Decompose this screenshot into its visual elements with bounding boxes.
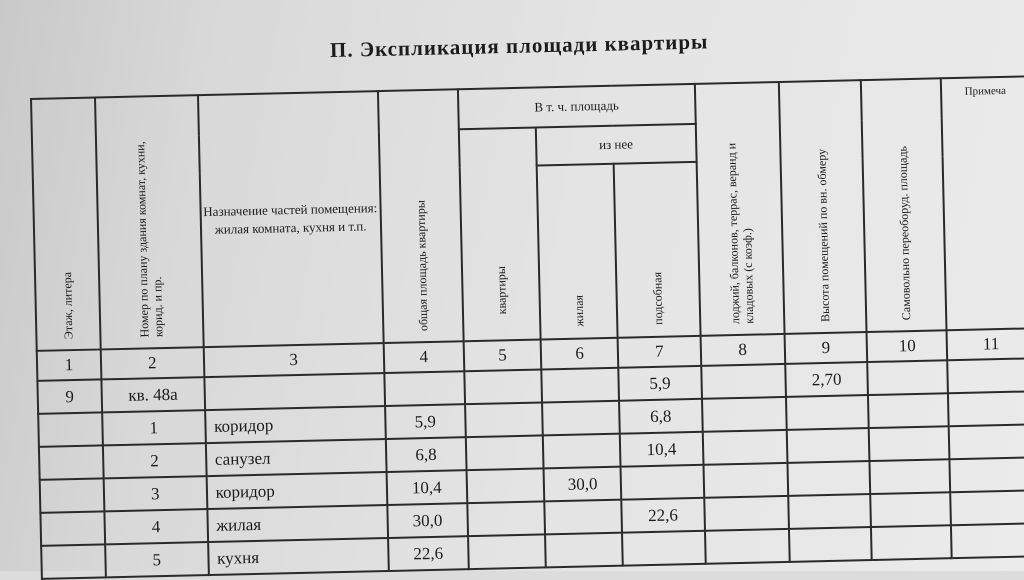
cell-auxiliary: 22,6 [622,498,705,533]
header-note [941,76,1024,330]
cell-height [787,428,870,463]
explication-table [30,75,1024,580]
cell-purpose [204,373,385,410]
header-including-area-text: В т. ч. площадь [534,97,619,115]
cell-height [787,461,870,496]
cell-loggias [704,496,789,531]
header-total-area [378,89,464,343]
cell-note [951,490,1024,525]
header-of-which [536,124,696,166]
cell-purpose: коридор [206,472,387,509]
cell-unauthorized [871,525,952,560]
cell-apartment [468,534,546,569]
header-purpose [198,91,384,347]
cell-floor [40,511,105,545]
cell-note [950,457,1024,492]
cell-total: 5,9 [385,404,466,439]
header-loggias-text: лоджий, балконов, террас, веранд и кладовых (с коэф.) [723,142,757,325]
header-unauthorized-text: Самовольно переоборуд. площадь [895,145,914,321]
cell-total [384,371,465,406]
header-height-text: Высота помещений по вн. обмеру [814,148,833,323]
cell-unauthorized [869,426,950,461]
column-number: 10 [867,330,948,362]
cell-total: 22,6 [388,536,469,571]
cell-floor [38,412,103,446]
cell-living [543,434,621,469]
cell-floor [40,478,105,512]
header-apartment [459,128,541,342]
header-including-area [458,84,695,129]
cell-room-number: 4 [104,509,208,544]
cell-height [788,494,871,529]
cell-unauthorized [870,459,951,494]
cell-room-number: кв. 48а [101,377,205,412]
cell-loggias [702,397,787,432]
header-purpose-text: Назначение частей помещения: жилая комната, кухня и т.п. [203,200,378,237]
cell-auxiliary: 5,9 [619,366,702,401]
explication-table-wrapper [30,75,1024,578]
cell-loggias [701,364,786,399]
header-auxiliary-text: подсобная [650,271,666,325]
column-number: 4 [383,341,464,373]
document-title: П. Экспликация площади квартиры [329,29,709,62]
header-living [537,164,618,340]
column-number: 11 [947,328,1024,360]
header-note-text: Примеча [964,84,1007,98]
cell-loggias [702,430,787,465]
cell-unauthorized [870,492,951,527]
column-number: 5 [464,339,542,371]
header-apartment-text: квартиры [493,265,509,315]
cell-floor [39,445,104,479]
header-floor [31,98,100,351]
cell-living [541,368,619,403]
header-room-number-text: Номер по плану здания комнат, кухни, корид. и пр. [133,141,166,338]
column-number: 3 [203,343,384,377]
header-floor-text: Этаж, литера [59,271,76,340]
header-height [779,80,867,334]
cell-room-number: 2 [103,443,207,478]
cell-apartment [464,369,542,404]
column-number: 7 [618,336,701,368]
header-unauthorized [861,78,947,332]
cell-room-number: 3 [103,476,207,511]
cell-floor [41,544,106,578]
cell-unauthorized [868,393,949,428]
header-loggias [694,82,784,336]
cell-living [545,533,623,568]
header-total-area-text: общая площадь квартиры [413,200,431,332]
header-living-text: жилая [571,294,587,327]
column-number: 6 [541,338,619,370]
cell-auxiliary: 6,8 [619,399,702,434]
cell-note [951,523,1024,558]
cell-purpose: кухня [208,538,389,575]
cell-note [948,358,1024,393]
header-of-which-text: из нее [598,136,634,153]
header-room-number [95,95,204,349]
cell-total: 10,4 [386,470,467,505]
cell-total: 6,8 [386,437,467,472]
cell-apartment [467,468,545,503]
cell-living: 30,0 [544,467,622,502]
cell-note [949,424,1024,459]
column-number: 2 [101,347,205,379]
cell-height [786,395,869,430]
cell-living [544,500,622,535]
cell-height [789,527,872,562]
cell-loggias [705,529,790,564]
column-number: 9 [784,332,867,364]
cell-purpose: коридор [205,406,386,443]
cell-auxiliary [622,531,705,566]
header-auxiliary [614,162,700,338]
cell-unauthorized [867,360,948,395]
cell-apartment [466,435,544,470]
column-number: 8 [700,334,785,366]
cell-auxiliary [621,465,704,500]
cell-purpose: жилая [207,505,388,542]
cell-loggias [703,463,788,498]
cell-apartment [467,501,545,536]
cell-purpose: санузел [206,439,387,476]
cell-room-number: 1 [102,410,206,445]
cell-apartment [465,402,543,437]
cell-total: 30,0 [387,503,468,538]
cell-room-number: 5 [105,542,209,577]
column-number: 1 [37,349,101,380]
cell-auxiliary: 10,4 [620,432,703,467]
cell-height: 2,70 [785,362,868,397]
cell-living [542,401,620,436]
cell-note [948,391,1024,426]
cell-floor: 9 [37,379,102,413]
